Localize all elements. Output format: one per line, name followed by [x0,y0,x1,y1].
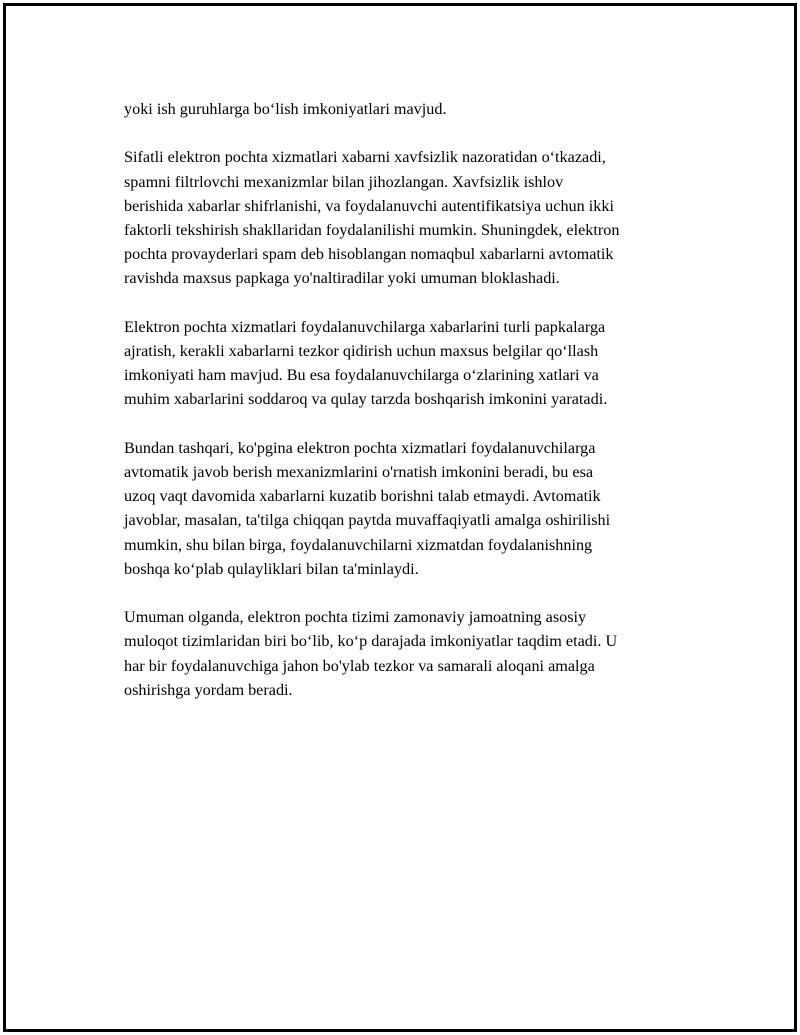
paragraph-4: Bundan tashqari, ko'pgina elektron pochta xizmatlari foydalanuvchilarga avtomatik javob berish mexanizmlarini o'rnatish imkonini beradi, bu esa uzoq vaqt davomida xabarlarni kuzatib borishni talab etmaydi. Avtomatik javoblar, masalan, ta'tilga chiqqan paytda muvaffaqiyatli amalga oshirilishi mumkin, shu bilan birga, foydalanuvchilarni xizmatdan foydalanishning boshqa ko‘plab qulayliklari bilan ta'minlaydi. [124,438,611,578]
document-body [124,97,704,726]
paragraph-1: yoki ish guruhlarga bo‘lish imkoniyatlari mavjud. [124,100,447,118]
paragraph-3: Elektron pochta xizmatlari foydalanuvchilarga xabarlarini turli papkalarga ajratish, kerakli xabarlarni tezkor qidirish uchun maxsus belgilar qo‘llash imkoniyati ham mavjud. Bu esa foydalanuvchilarga o‘zlarining xatlari va muhim xabarlarini soddaroq va qulay tarzda boshqarish imkonini yaratadi. [124,317,608,409]
paragraph-2: Sifatli elektron pochta xizmatlari xabarni xavfsizlik nazoratidan o‘tkazadi, spamni filtrlovchi mexanizmlar bilan jihozlangan. Xavfsizlik ishlov berishida xabarlar shifrlanishi, va foydalanuvchi autentifikatsiya uchun ikki faktorli tekshirish shakllaridan foydalanilishi mumkin. Shuningdek, elektron pochta provayderlari spam deb hisoblangan nomaqbul xabarlarni avtomatik ravishda maxsus papkaga yo'naltiradilar yoki umuman bloklashadi. [124,148,620,288]
page-border [3,3,797,1032]
paragraph-5: Umuman olganda, elektron pochta tizimi zamonaviy jamoatning asosiy muloqot tizimlaridan biri bo‘lib, ko‘p darajada imkoniyatlar taqdim etadi. U har bir foydalanuvchiga jahon bo'ylab tezkor va samarali aloqani amalga oshirishga yordam beradi. [124,608,618,699]
